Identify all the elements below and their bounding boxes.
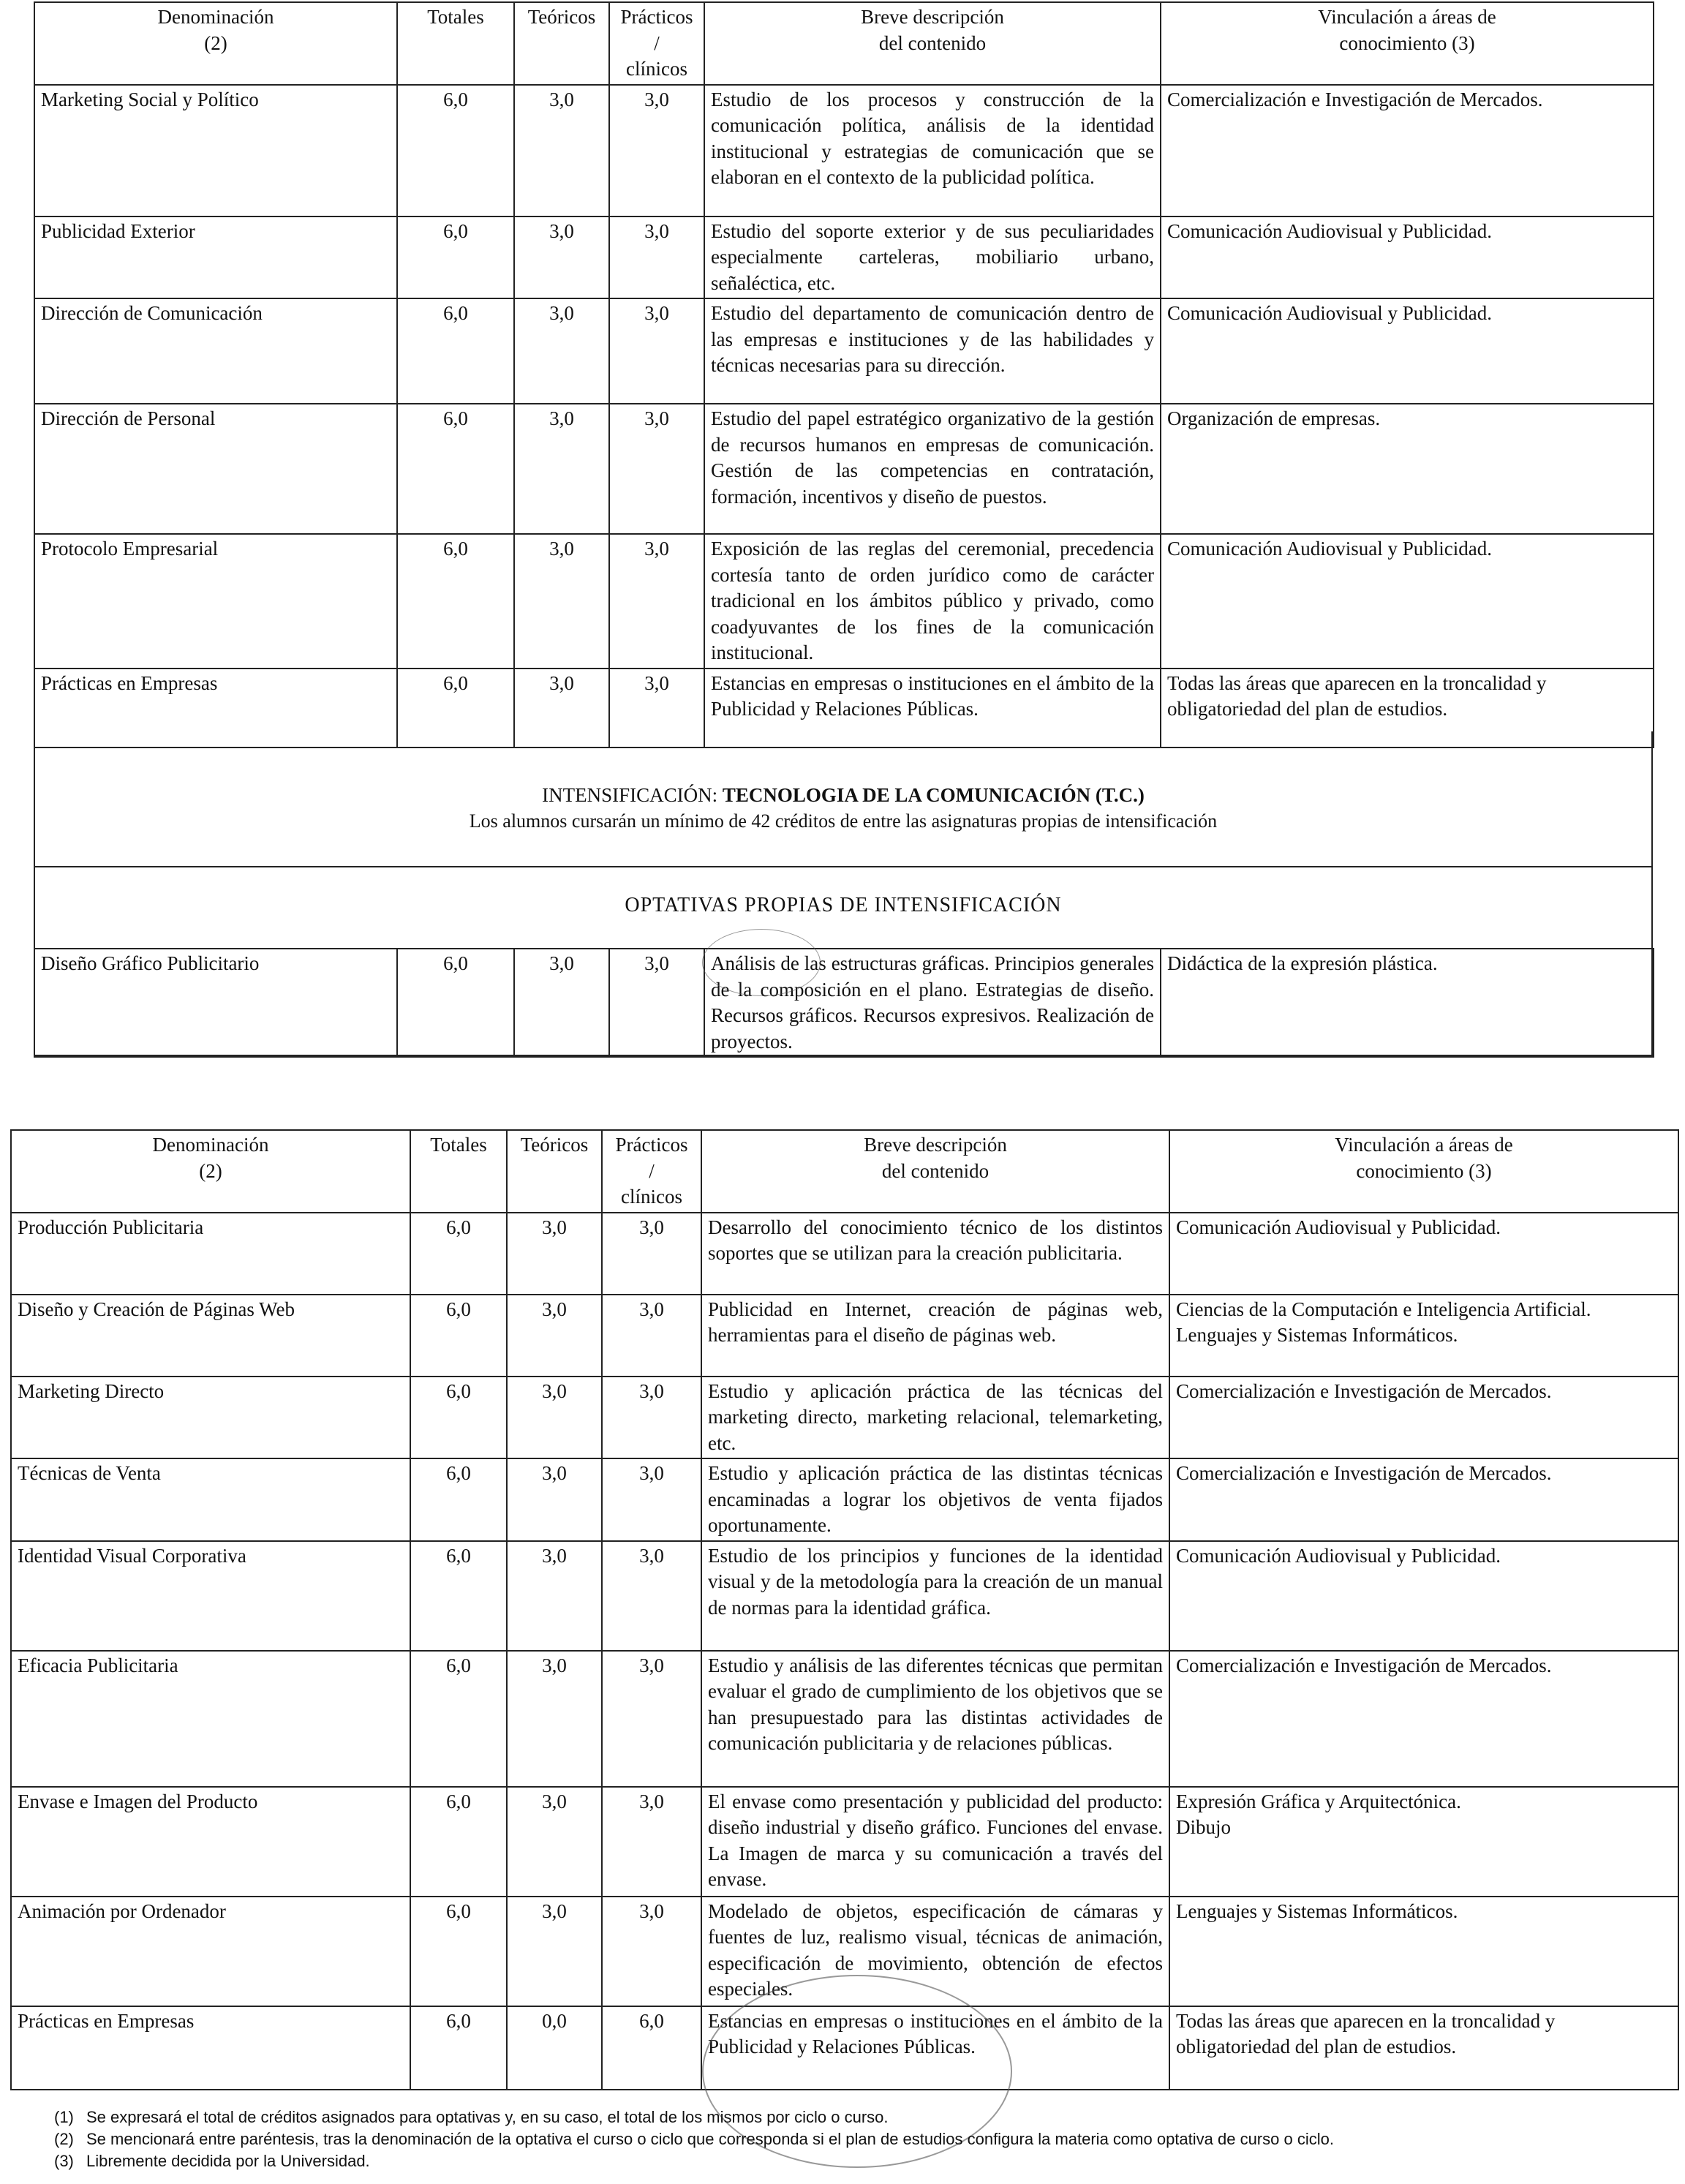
cell-practicos: 3,0 (609, 949, 704, 1057)
cell-teoricos: 3,0 (507, 1787, 602, 1897)
footnote: (1) Se expresará el total de créditos asignados para optativas y, en su caso, el total de los mismos por ciclo o curso. (54, 2108, 889, 2126)
cell-totales: 6,0 (410, 1458, 507, 1541)
cell-name: Publicidad Exterior (34, 216, 397, 299)
header-denominacion: Denominación (2) (11, 1130, 410, 1213)
table-row (34, 949, 1654, 1057)
table-row (34, 298, 1654, 404)
cell-descripcion: Modelado de objetos, especificación de cámaras y fuentes de luz, realismo visual, técnicas de animación, especificación de movimiento, obtención de efectos especiales. (701, 1897, 1169, 2006)
cell-area: Lenguajes y Sistemas Informáticos. (1169, 1897, 1678, 2006)
header-breve: Breve descripción del contenido (701, 1130, 1169, 1213)
cell-totales: 6,0 (410, 1213, 507, 1295)
cell-teoricos: 0,0 (507, 2006, 602, 2090)
optativas-heading: OPTATIVAS PROPIAS DE INTENSIFICACIÓN (625, 894, 1062, 916)
cell-descripcion: Desarrollo del conocimiento técnico de los distintos soportes que se utilizan para la creación publicitaria. (701, 1213, 1169, 1295)
cell-name: Eficacia Publicitaria (11, 1651, 410, 1787)
cell-descripcion: Análisis de las estructuras gráficas. Principios generales de la composición en el plano. Estrategias de diseño. Recursos gráficos. Recursos expresivos. Realización de proyectos. (704, 949, 1161, 1057)
cell-totales: 6,0 (397, 404, 514, 534)
cell-descripcion: Estudio de los principios y funciones de la identidad visual y de la metodología para la creación de un manual de normas para la identidad gráfica. (701, 1541, 1169, 1651)
cell-teoricos: 3,0 (507, 1213, 602, 1295)
cell-practicos: 3,0 (609, 534, 704, 669)
stamp-mark (702, 929, 821, 996)
cell-totales: 6,0 (410, 2006, 507, 2090)
cell-teoricos: 3,0 (507, 1651, 602, 1787)
cell-descripcion: El envase como presentación y publicidad del producto: diseño industrial y diseño gráfico. Funciones del envase. La Imagen de marca y su comunicación a través del envase. (701, 1787, 1169, 1897)
cell-practicos: 3,0 (609, 85, 704, 216)
cell-area: Comercialización e Investigación de Mercados. (1169, 1458, 1678, 1541)
cell-teoricos: 3,0 (514, 85, 609, 216)
cell-totales: 6,0 (410, 1541, 507, 1651)
header-totales: Totales (397, 2, 514, 85)
cell-teoricos: 3,0 (514, 404, 609, 534)
cell-area: Comunicación Audiovisual y Publicidad. (1161, 298, 1654, 404)
header-vinculacion: Vinculación a áreas de conocimiento (3) (1169, 1130, 1678, 1213)
cell-name: Envase e Imagen del Producto (11, 1787, 410, 1897)
cell-name: Marketing Directo (11, 1377, 410, 1459)
cell-descripcion: Estudio de los procesos y construcción de la comunicación política, análisis de la identidad institucional y estrategias de comunicación que se elaboran en el contexto de la publicidad política. (704, 85, 1161, 216)
cell-practicos: 3,0 (602, 1295, 701, 1377)
table-row (11, 1295, 1678, 1377)
intensificacion-subtitle: Los alumnos cursarán un mínimo de 42 créditos de entre las asignaturas propias de intensificación (469, 810, 1218, 832)
cell-totales: 6,0 (410, 1295, 507, 1377)
cell-teoricos: 3,0 (514, 949, 609, 1057)
table-row (11, 1213, 1678, 1295)
cell-totales: 6,0 (397, 949, 514, 1057)
cell-name: Diseño y Creación de Páginas Web (11, 1295, 410, 1377)
cell-name: Marketing Social y Político (34, 85, 397, 216)
cell-area: Comunicación Audiovisual y Publicidad. (1161, 216, 1654, 299)
cell-practicos: 3,0 (609, 404, 704, 534)
cell-descripcion: Estudio y aplicación práctica de las técnicas del marketing directo, marketing relacional, telemarketing, etc. (701, 1377, 1169, 1459)
cell-totales: 6,0 (410, 1651, 507, 1787)
cell-totales: 6,0 (397, 534, 514, 669)
header-denominacion: Denominación (2) (34, 2, 397, 85)
cell-practicos: 3,0 (602, 1651, 701, 1787)
cell-descripcion: Estancias en empresas o instituciones en el ámbito de la Publicidad y Relaciones Públicas. (704, 669, 1161, 748)
cell-name: Técnicas de Venta (11, 1458, 410, 1541)
divider (35, 866, 1651, 867)
cell-practicos: 6,0 (602, 2006, 701, 2090)
cell-descripcion: Estudio del soporte exterior y de sus peculiaridades especialmente carteleras, mobiliario urbano, señaléctica, etc. (704, 216, 1161, 299)
cell-teoricos: 3,0 (507, 1458, 602, 1541)
header-teoricos: Teóricos (507, 1130, 602, 1213)
cell-name: Protocolo Empresarial (34, 534, 397, 669)
table-lower (10, 1129, 1679, 2090)
cell-descripcion: Estudio del departamento de comunicación dentro de las empresas e instituciones y de las habilidades y técnicas necesarias para su dirección. (704, 298, 1161, 404)
table-row (11, 1787, 1678, 1897)
cell-name: Diseño Gráfico Publicitario (34, 949, 397, 1057)
cell-totales: 6,0 (397, 669, 514, 748)
cell-descripcion: Estancias en empresas o instituciones en el ámbito de la Publicidad y Relaciones Públicas. (701, 2006, 1169, 2090)
header-teoricos: Teóricos (514, 2, 609, 85)
table-row (11, 1377, 1678, 1459)
cell-practicos: 3,0 (609, 216, 704, 299)
header-totales: Totales (410, 1130, 507, 1213)
cell-practicos: 3,0 (602, 1787, 701, 1897)
cell-name: Dirección de Personal (34, 404, 397, 534)
cell-teoricos: 3,0 (507, 1897, 602, 2006)
cell-teoricos: 3,0 (514, 216, 609, 299)
cell-totales: 6,0 (397, 216, 514, 299)
cell-totales: 6,0 (410, 1897, 507, 2006)
cell-teoricos: 3,0 (514, 298, 609, 404)
cell-area: Comercialización e Investigación de Mercados. (1169, 1651, 1678, 1787)
table-upper-last (34, 948, 1654, 1058)
cell-teoricos: 3,0 (514, 669, 609, 748)
cell-practicos: 3,0 (602, 1377, 701, 1459)
cell-teoricos: 3,0 (507, 1295, 602, 1377)
cell-area: Comercialización e Investigación de Mercados. (1169, 1377, 1678, 1459)
cell-totales: 6,0 (397, 85, 514, 216)
cell-area: Todas las áreas que aparecen en la troncalidad y obligatoriedad del plan de estudios. (1161, 669, 1654, 748)
header-vinculacion: Vinculación a áreas de conocimiento (3) (1161, 2, 1654, 85)
table-row (11, 1458, 1678, 1541)
header-practicos: Prácticos / clínicos (609, 2, 704, 85)
cell-area: Comercialización e Investigación de Mercados. (1161, 85, 1654, 216)
cell-teoricos: 3,0 (507, 1377, 602, 1459)
header-row (11, 1130, 1678, 1213)
cell-totales: 6,0 (397, 298, 514, 404)
header-practicos: Prácticos / clínicos (602, 1130, 701, 1213)
cell-descripcion: Exposición de las reglas del ceremonial, precedencia cortesía tanto de orden jurídico como de carácter tradicional en los ámbitos público y privado, como coadyuvantes de los fines de la comunicación institucional. (704, 534, 1161, 669)
intensificacion-title: INTENSIFICACIÓN: TECNOLOGIA DE LA COMUNICACIÓN (T.C.) (542, 784, 1145, 806)
table-row (34, 404, 1654, 534)
cell-name: Prácticas en Empresas (11, 2006, 410, 2090)
cell-descripcion: Publicidad en Internet, creación de páginas web, herramientas para el diseño de páginas web. (701, 1295, 1169, 1377)
cell-area: Todas las áreas que aparecen en la troncalidad y obligatoriedad del plan de estudios. (1169, 2006, 1678, 2090)
header-breve: Breve descripción del contenido (704, 2, 1161, 85)
cell-descripcion: Estudio y aplicación práctica de las distintas técnicas encaminadas a lograr los objetivos de venta fijados oportunamente. (701, 1458, 1169, 1541)
footnotes (54, 2106, 1334, 2172)
cell-name: Dirección de Comunicación (34, 298, 397, 404)
cell-descripcion: Estudio del papel estratégico organizativo de la gestión de recursos humanos en empresas de comunicación. Gestión de las competencias en contratación, formación, incentivos y diseño de puestos. (704, 404, 1161, 534)
cell-totales: 6,0 (410, 1787, 507, 1897)
cell-teoricos: 3,0 (507, 1541, 602, 1651)
cell-area: Organización de empresas. (1161, 404, 1654, 534)
footnote: (2) Se mencionará entre paréntesis, tras la denominación de la optativa el curso o ciclo que corresponda si el plan de estudios configura la materia como optativa de curso o ciclo. (54, 2130, 1334, 2148)
table-row (11, 1541, 1678, 1651)
table-row (34, 534, 1654, 669)
table-row (11, 1651, 1678, 1787)
cell-teoricos: 3,0 (514, 534, 609, 669)
cell-area: Ciencias de la Computación e Inteligencia Artificial. Lenguajes y Sistemas Informáticos. (1169, 1295, 1678, 1377)
cell-practicos: 3,0 (602, 1541, 701, 1651)
cell-practicos: 3,0 (609, 669, 704, 748)
cell-name: Producción Publicitaria (11, 1213, 410, 1295)
table-row (34, 216, 1654, 299)
cell-name: Animación por Ordenador (11, 1897, 410, 2006)
cell-area: Didáctica de la expresión plástica. (1161, 949, 1654, 1057)
cell-descripcion: Estudio y análisis de las diferentes técnicas que permitan evaluar el grado de cumplimiento de los objetivos que se han presupuestado para las distintas actividades de comunicación publicitaria y de relaciones públicas. (701, 1651, 1169, 1787)
cell-area: Expresión Gráfica y Arquitectónica. Dibujo (1169, 1787, 1678, 1897)
cell-area: Comunicación Audiovisual y Publicidad. (1169, 1213, 1678, 1295)
cell-practicos: 3,0 (602, 1897, 701, 2006)
header-row (34, 2, 1654, 85)
cell-name: Prácticas en Empresas (34, 669, 397, 748)
table-row (34, 85, 1654, 216)
cell-practicos: 3,0 (602, 1458, 701, 1541)
cell-practicos: 3,0 (602, 1213, 701, 1295)
cell-area: Comunicación Audiovisual y Publicidad. (1169, 1541, 1678, 1651)
cell-name: Identidad Visual Corporativa (11, 1541, 410, 1651)
footnote: (3) Libremente decidida por la Universidad. (54, 2152, 370, 2170)
cell-totales: 6,0 (410, 1377, 507, 1459)
cell-area: Comunicación Audiovisual y Publicidad. (1161, 534, 1654, 669)
table-upper (34, 1, 1654, 748)
cell-practicos: 3,0 (609, 298, 704, 404)
